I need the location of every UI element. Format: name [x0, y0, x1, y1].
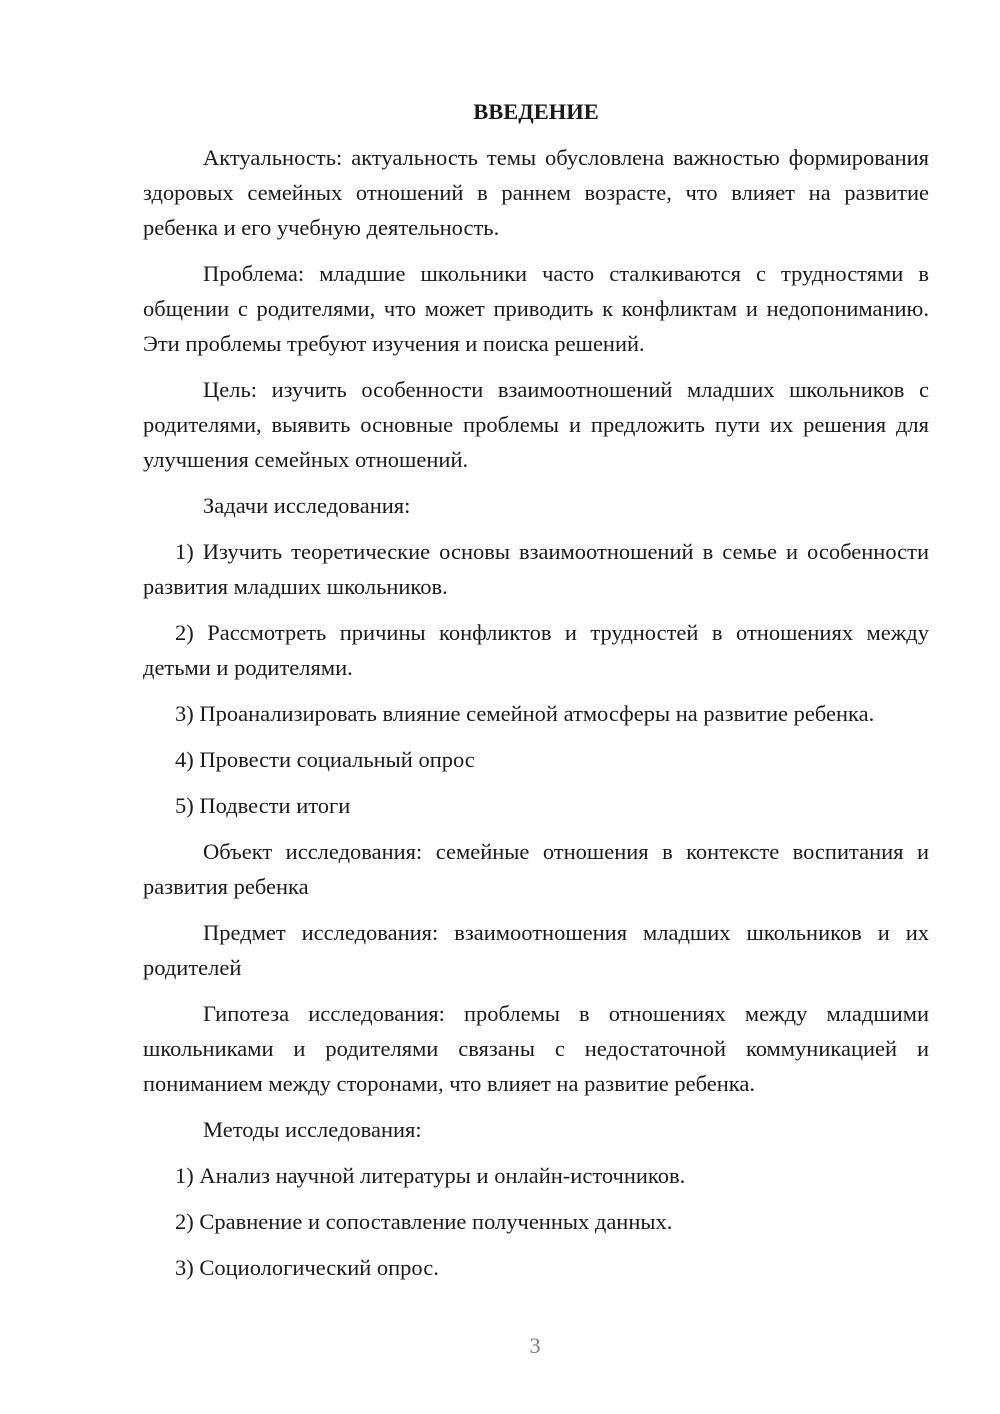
- page-number: 3: [529, 1333, 541, 1358]
- task-item: 5) Подвести итоги: [175, 793, 351, 818]
- section-title: ВВЕДЕНИЕ: [473, 99, 599, 124]
- hypothesis-paragraph: Гипотеза исследования: проблемы в отношениях между младшими школьниками и родителями связаны с недостаточной коммуникацией и пониманием между сторонами, что влияет на развитие ребенка.: [143, 1001, 929, 1096]
- tasks-heading: Задачи исследования:: [203, 493, 411, 518]
- task-item: 3) Проанализировать влияние семейной атмосферы на развитие ребенка.: [175, 701, 875, 726]
- method-item: 2) Сравнение и сопоставление полученных данных.: [175, 1209, 673, 1234]
- task-item: 1) Изучить теоретические основы взаимоотношений в семье и особенности развития младших школьников.: [143, 539, 929, 599]
- page-content: [143, 94, 929, 1296]
- relevance-paragraph: Актуальность: актуальность темы обусловлена важностью формирования здоровых семейных отношений в раннем возрасте, что влияет на развитие ребенка и его учебную деятельность.: [143, 145, 929, 240]
- object-paragraph: Объект исследования: семейные отношения в контексте воспитания и развития ребенка: [143, 839, 929, 899]
- method-item: 1) Анализ научной литературы и онлайн-источников.: [175, 1163, 686, 1188]
- problem-paragraph: Проблема: младшие школьники часто сталкиваются с трудностями в общении с родителями, что может приводить к конфликтам и недопониманию. Эти проблемы требуют изучения и поиска решений.: [143, 261, 929, 356]
- method-item: 3) Социологический опрос.: [175, 1255, 439, 1280]
- methods-heading: Методы исследования:: [203, 1117, 422, 1142]
- task-item: 4) Провести социальный опрос: [175, 747, 475, 772]
- task-item: 2) Рассмотреть причины конфликтов и трудностей в отношениях между детьми и родителями.: [143, 620, 929, 680]
- subject-paragraph: Предмет исследования: взаимоотношения младших школьников и их родителей: [143, 920, 929, 980]
- goal-paragraph: Цель: изучить особенности взаимоотношений младших школьников с родителями, выявить основные проблемы и предложить пути их решения для улучшения семейных отношений.: [143, 377, 929, 472]
